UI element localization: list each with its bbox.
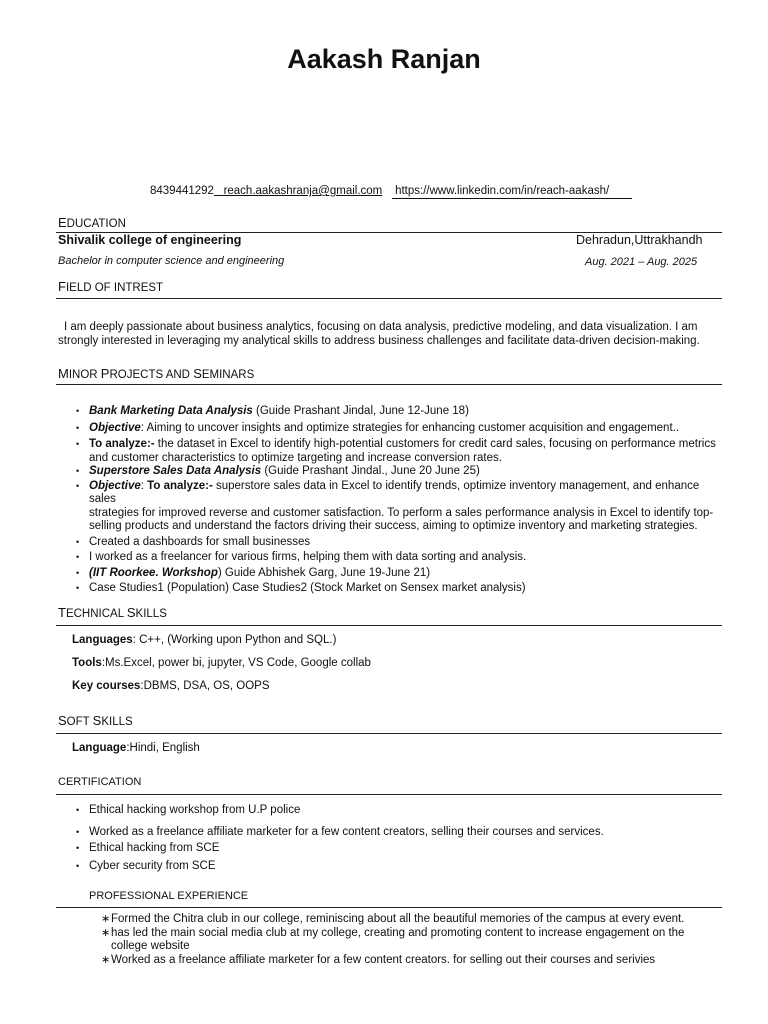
- list-item: • Superstore Sales Data Analysis (Guide Prashant Jindal., June 20 June 25): [76, 465, 726, 479]
- list-item: ∗ has led the main social media club at my college, creating and promoting content to increase engagement on the college website: [101, 927, 721, 954]
- interest-line-1: I am deeply passionate about business analytics, focusing on data analysis, predictive modeling, and data visualization. I am: [64, 321, 698, 333]
- key-courses-line: Key courses:DBMS, DSA, OS, OOPS: [72, 680, 270, 692]
- interest-line-2: strongly interested in leveraging my analytical skills to address business challenges and facilitate data-driven decision-making.: [58, 335, 700, 347]
- experience-list: [101, 913, 721, 967]
- list-item-sub: • Objective: Aiming to uncover insights and optimize strategies for enhancing customer acquisition and engagement..: [76, 422, 726, 436]
- list-item: ∗ Formed the Chitra club in our college, reminiscing about all the beautiful memories of the campus at every event.: [101, 913, 721, 927]
- college-location: Dehradun,Uttrakhandh: [576, 233, 703, 247]
- technical-heading: TECHNICAL SKILLS: [58, 605, 167, 620]
- list-item: • Cyber security from SCE: [76, 860, 716, 874]
- projects-rule: [56, 384, 722, 385]
- linkedin-link[interactable]: https://www.linkedin.com/in/reach-aakash/: [392, 184, 632, 199]
- list-item: • Ethical hacking from SCE: [76, 842, 716, 856]
- list-item: • Worked as a freelance affiliate marketer for a few content creators, selling their courses and services.: [76, 826, 716, 840]
- soft-language-line: Language:Hindi, English: [72, 742, 200, 754]
- technical-rule: [56, 625, 722, 626]
- email-link[interactable]: reach.aakashranja@gmail.com: [223, 185, 383, 197]
- interest-rule: [56, 298, 722, 299]
- contact-line: [150, 184, 632, 199]
- certification-heading: CERTIFICATION: [58, 776, 142, 788]
- candidate-name: Aakash Ranjan: [287, 44, 481, 74]
- experience-rule: [56, 907, 722, 908]
- degree: Bachelor in computer science and engineering: [58, 255, 285, 267]
- tools-line: Tools:Ms.Excel, power bi, jupyter, VS Code, Google collab: [72, 657, 371, 669]
- list-item: • Bank Marketing Data Analysis (Guide Prashant Jindal, June 12-June 18): [76, 405, 726, 419]
- education-dates: Aug. 2021 – Aug. 2025: [585, 256, 698, 268]
- projects-heading: MINOR PROJECTS AND SEMINARS: [58, 366, 255, 381]
- list-item: • Created a dashboards for small businesses: [76, 536, 726, 550]
- list-item-sub: • To analyze:- the dataset in Excel to identify high-potential customers for credit card sales, focusing on performance metrics and customer characteristics to optimize targeting and increase conversion rates.: [76, 438, 726, 465]
- list-item-sub: • Case Studies1 (Population) Case Studies2 (Stock Market on Sensex market analysis): [76, 582, 726, 596]
- soft-skills-heading: SOFT SKILLS: [58, 713, 133, 728]
- languages-line: Languages: C++, (Working upon Python and SQL.): [72, 634, 337, 646]
- phone-number: 8439441292: [150, 185, 214, 197]
- interest-heading: FIELD OF INTREST: [58, 279, 164, 294]
- experience-heading: PROFESSIONAL EXPERIENCE: [89, 890, 249, 902]
- list-item: • Ethical hacking workshop from U.P police: [76, 804, 716, 818]
- soft-skills-rule: [56, 733, 722, 734]
- college-name: Shivalik college of engineering: [58, 233, 242, 247]
- projects-list: [76, 405, 726, 596]
- list-item: • (IIT Roorkee. Workshop) Guide Abhishek Garg, June 19-June 21): [76, 567, 726, 581]
- list-item: • I worked as a freelancer for various firms, helping them with data sorting and analysis.: [76, 551, 726, 565]
- list-item-sub: • Objective: To analyze:- superstore sales data in Excel to identify trends, optimize inventory management, and enhance sales strategies for improved reverse and customer satisfaction. To perform a sales performance analysis in Excel to identify top- selling products and understand the factors driving their success, aiming to optimize inventory and marketing strategies.: [76, 480, 726, 534]
- education-heading: EDUCATION: [58, 215, 126, 230]
- certification-list: [76, 804, 716, 873]
- list-item: ∗ Worked as a freelance affiliate marketer for a few content creators. for selling out their courses and serivies: [101, 954, 721, 968]
- certification-rule: [56, 794, 722, 795]
